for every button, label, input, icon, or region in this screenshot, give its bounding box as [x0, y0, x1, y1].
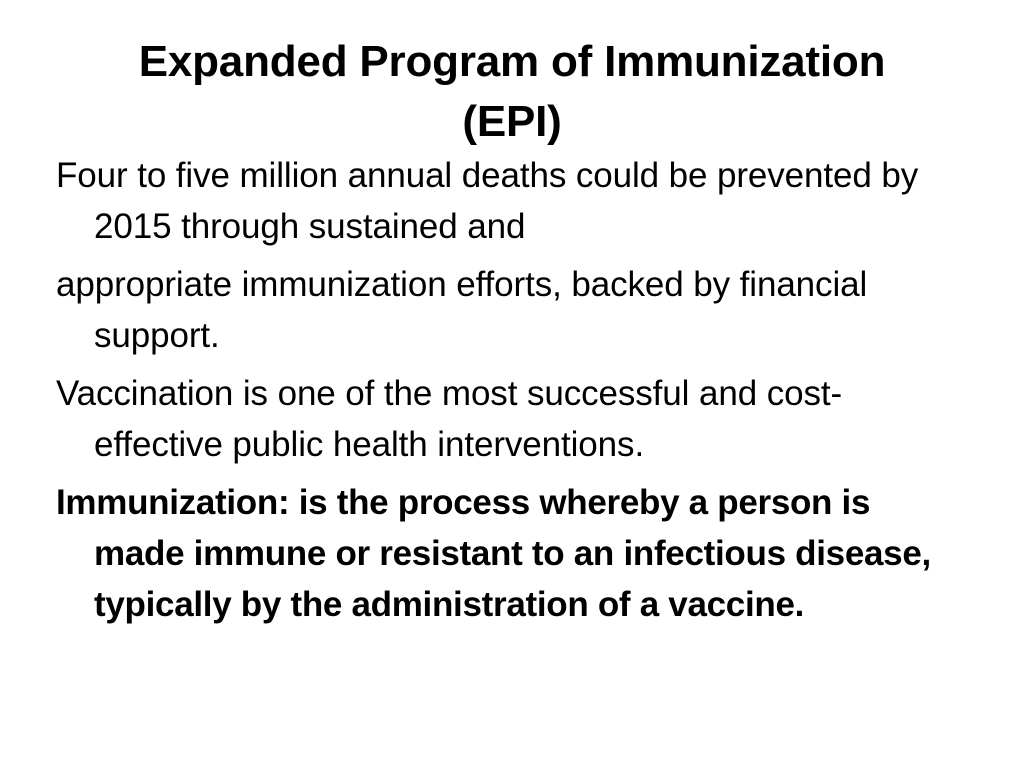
body-paragraph: Vaccination is one of the most successful and cost-effective public health interventions. [56, 374, 843, 464]
body-paragraph: Four to five million annual deaths could be prevented by 2015 through sustained and [56, 156, 919, 246]
body-paragraph: appropriate immunization efforts, backed by financial support. [56, 265, 868, 355]
definition-paragraph: Immunization: is the process whereby a person is made immune or resistant to an infectious disease, typically by the administration of a vaccine. [56, 483, 931, 624]
slide-title-line-1: Expanded Program of Immunization [138, 37, 886, 86]
slide-title [60, 32, 964, 152]
slide-title-line-2: (EPI) [462, 97, 562, 146]
slide-body [56, 150, 956, 637]
